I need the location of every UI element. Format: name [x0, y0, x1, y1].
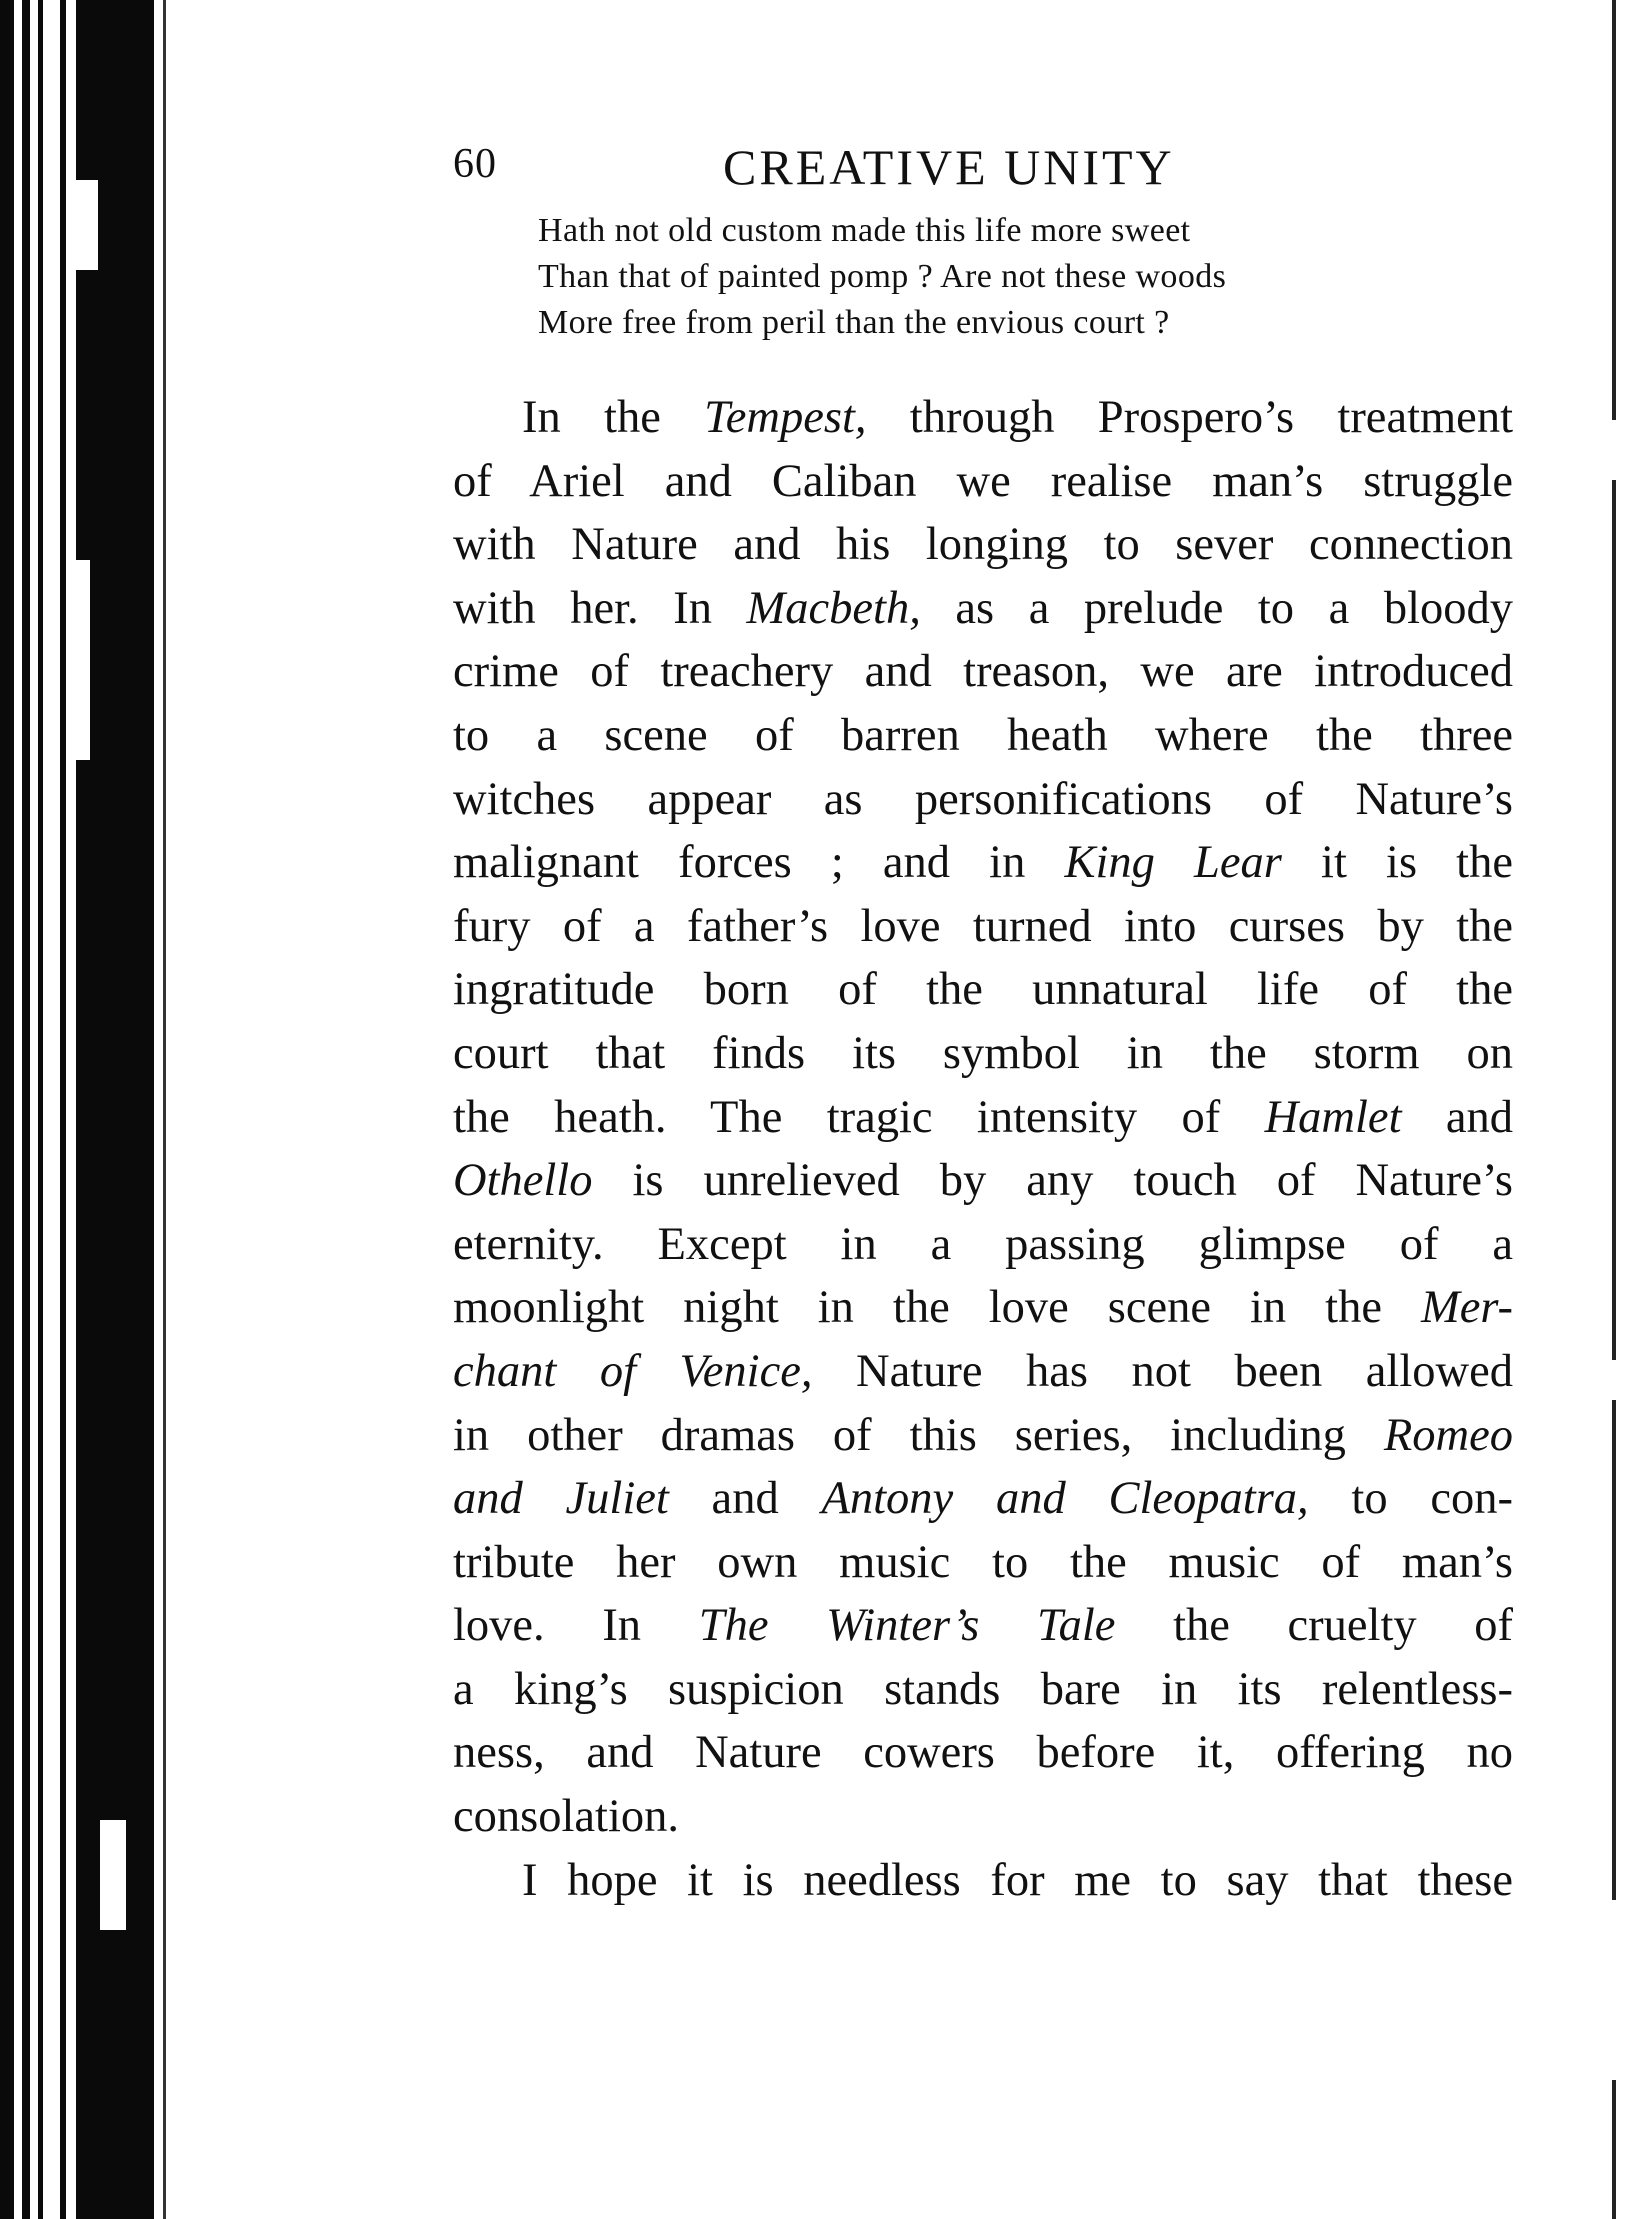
- text-line: love. In The Winter’s Tale the cruelty of: [453, 1600, 1513, 1652]
- verse-quotation: [538, 208, 1513, 346]
- text-line: fury of a father’s love turned into curses by the: [453, 900, 1513, 952]
- play-title: chant of Venice,: [453, 1345, 813, 1397]
- text-line: moonlight night in the love scene in the Mer-: [453, 1282, 1513, 1334]
- play-title: Antony and Cleopatra,: [821, 1473, 1309, 1525]
- book-page: [453, 130, 1513, 1912]
- text-line: and Juliet and Antony and Cleopatra, to con-: [453, 1473, 1513, 1525]
- text-line: with Nature and his longing to sever connection: [453, 519, 1513, 571]
- text-line: consolation.: [453, 1791, 680, 1843]
- play-title: Tempest,: [704, 392, 867, 443]
- text-line: eternity. Except in a passing glimpse of a: [453, 1218, 1513, 1270]
- text-line: crime of treachery and treason, we are introduced: [453, 646, 1513, 698]
- running-head: [453, 130, 1513, 200]
- text-line: Othello is unrelieved by any touch of Nature’s: [453, 1155, 1513, 1207]
- play-title: King Lear: [1064, 837, 1282, 889]
- book-binding-edge: [0, 0, 175, 2219]
- text-line: the heath. The tragic intensity of Hamlet and: [453, 1091, 1513, 1143]
- play-title: Hamlet: [1264, 1091, 1402, 1143]
- play-title: Romeo: [1383, 1409, 1513, 1461]
- text-line: in other dramas of this series, including Romeo: [453, 1409, 1513, 1461]
- play-title: Macbeth,: [746, 582, 921, 634]
- text-line: to a scene of barren heath where the three: [453, 709, 1513, 761]
- book-title: CREATIVE UNITY: [723, 139, 1175, 195]
- text-line: witches appear as personifications of Nature’s: [453, 773, 1513, 825]
- play-title: and Juliet: [453, 1473, 669, 1525]
- text-line: ingratitude born of the unnatural life of the: [453, 964, 1513, 1016]
- text-line: tribute her own music to the music of man’s: [453, 1536, 1513, 1588]
- text-line: a king’s suspicion stands bare in its relentless-: [453, 1663, 1513, 1715]
- verse-line: Than that of painted pomp ? Are not these woods: [538, 258, 1227, 295]
- verse-line: Hath not old custom made this life more sweet: [538, 212, 1191, 249]
- text-line: malignant forces ; and in King Lear it is the: [453, 837, 1513, 889]
- body-text: [453, 386, 1513, 1912]
- page-number: 60: [453, 141, 497, 187]
- text-line: I hope it is needless for me to say that these: [522, 1854, 1513, 1906]
- play-title: The Winter’s Tale: [698, 1600, 1116, 1652]
- text-line: with her. In Macbeth, as a prelude to a bloody: [453, 582, 1513, 634]
- text-line: court that finds its symbol in the storm on: [453, 1027, 1513, 1079]
- text-line: In the Tempest, through Prospero’s treatment: [522, 392, 1513, 443]
- text-line: of Ariel and Caliban we realise man’s struggle: [453, 455, 1513, 507]
- play-title: Mer-: [1420, 1282, 1513, 1334]
- page-edge-line: [1612, 0, 1616, 2219]
- text-line: chant of Venice, Nature has not been allowed: [453, 1345, 1513, 1397]
- play-title: Othello: [453, 1155, 593, 1207]
- text-line: ness, and Nature cowers before it, offering no: [453, 1727, 1513, 1779]
- verse-line: More free from peril than the envious court ?: [538, 304, 1170, 341]
